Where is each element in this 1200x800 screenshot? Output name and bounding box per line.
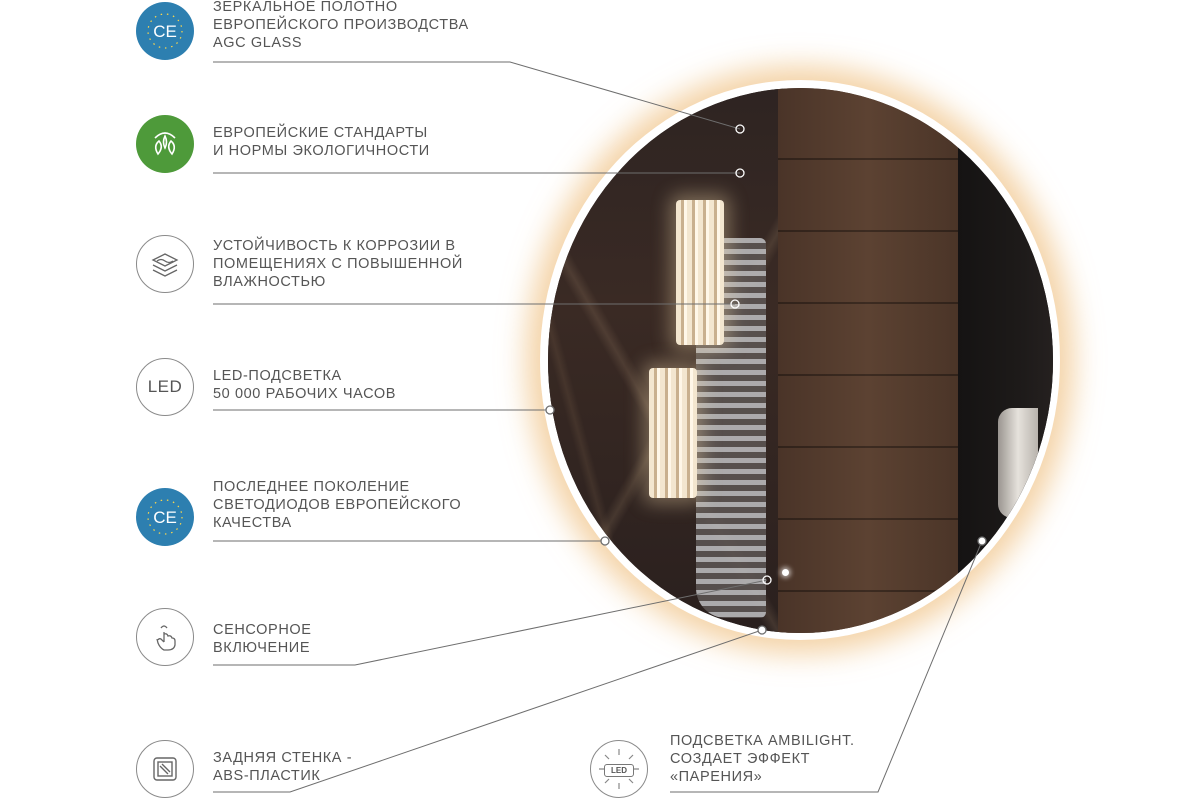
touch-hand-icon [136, 608, 194, 666]
feature-corrosion-line: ВЛАЖНОСТЬЮ [213, 274, 326, 290]
pointer-dot [758, 626, 766, 634]
eco-leaves-icon [136, 115, 194, 173]
feature-diodes-line: КАЧЕСТВА [213, 515, 292, 531]
feature-corrosion [213, 237, 463, 291]
ce-mark-icon [136, 488, 194, 546]
feature-led-line: LED-ПОДСВЕТКА [213, 368, 342, 384]
feature-glass-line: ЗЕРКАЛЬНОЕ ПОЛОТНО [213, 0, 398, 15]
feature-corrosion-line: УСТОЙЧИВОСТЬ К КОРРОЗИИ В [213, 238, 456, 254]
led-icon-label: LED [147, 377, 183, 396]
feature-corrosion-line: ПОМЕЩЕНИЯХ С ПОВЫШЕННОЙ [213, 256, 463, 272]
pointer-dot [601, 537, 609, 545]
pointer-dot [546, 406, 554, 414]
feature-back-panel-line: ABS-ПЛАСТИК [213, 768, 321, 784]
feature-back-panel [213, 749, 352, 785]
feature-diodes [213, 478, 461, 532]
svg-text:CE: CE [153, 22, 177, 41]
led-icon [136, 358, 194, 416]
led-glow-icon [590, 740, 648, 798]
feature-glass [213, 0, 469, 52]
ce-mark-icon [136, 2, 194, 60]
corrosion-layers-icon [136, 235, 194, 293]
feature-sensor-line: СЕНСОРНОЕ [213, 622, 312, 638]
feature-ambilight-line: «ПАРЕНИЯ» [670, 769, 763, 785]
feature-sensor-line: ВКЛЮЧЕНИЕ [213, 640, 311, 656]
feature-eco [213, 124, 430, 160]
feature-led [213, 367, 396, 403]
feature-glass-line: AGC GLASS [213, 35, 303, 51]
feature-eco-line: И НОРМЫ ЭКОЛОГИЧНОСТИ [213, 143, 430, 159]
feature-ambilight-line: СОЗДАЕТ ЭФФЕКТ [670, 751, 811, 767]
feature-ambilight-line: ПОДСВЕТКА AMBILIGHT. [670, 733, 855, 749]
feature-glass-line: ЕВРОПЕЙСКОГО ПРОИЗВОДСТВА [213, 17, 469, 33]
feature-back-panel-line: ЗАДНЯЯ СТЕНКА - [213, 750, 353, 766]
pointer-dot [978, 537, 986, 545]
feature-eco-line: ЕВРОПЕЙСКИЕ СТАНДАРТЫ [213, 125, 428, 141]
feature-diodes-line: СВЕТОДИОДОВ ЕВРОПЕЙСКОГО [213, 497, 462, 513]
feature-led-line: 50 000 РАБОЧИХ ЧАСОВ [213, 386, 396, 402]
leader-line-glass [213, 62, 740, 129]
feature-diodes-line: ПОСЛЕДНЕЕ ПОКОЛЕНИЕ [213, 479, 410, 495]
svg-text:CE: CE [153, 508, 177, 527]
led-glow-icon-label: LED [604, 764, 634, 777]
feature-sensor [213, 621, 312, 657]
feature-ambilight [670, 732, 855, 786]
back-panel-icon [136, 740, 194, 798]
